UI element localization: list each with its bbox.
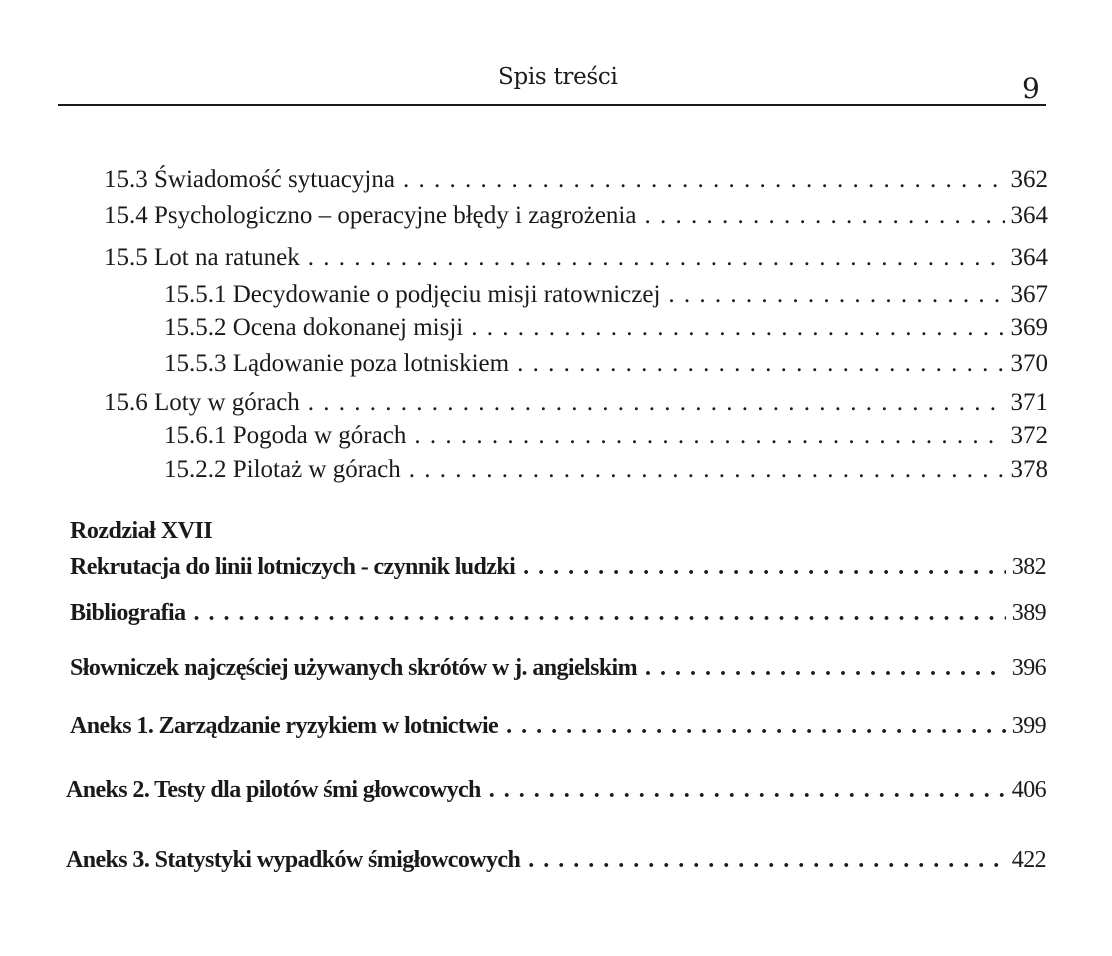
toc-entry-label: 15.5.2 Ocena dokonanej misji <box>164 314 464 341</box>
toc-entry-page: 371 <box>1010 389 1048 416</box>
toc-entry-page: 364 <box>1010 202 1048 229</box>
toc-entry-label: Aneks 3. Statystyki wypadków śmigłowcowych <box>66 847 521 873</box>
toc-entry-label: 15.5 Lot na ratunek <box>104 244 300 271</box>
toc-entry-page: 399 <box>1011 713 1046 739</box>
toc-entry-page: 389 <box>1011 600 1046 626</box>
chapter-heading: Rozdział XVII <box>70 518 213 544</box>
toc-entry-label: 15.5.3 Lądowanie poza lotniskiem <box>164 350 510 377</box>
dot-leader <box>528 847 1006 874</box>
page-number: 9 <box>1022 72 1040 105</box>
dot-leader <box>644 202 1004 230</box>
toc-entry-annex-2[interactable] <box>66 777 1046 804</box>
toc-entry-page: 364 <box>1010 244 1048 271</box>
toc-entry-label: Aneks 1. Zarządzanie ryzykiem w lotnictwie <box>70 713 499 739</box>
dot-leader <box>308 244 1005 272</box>
dot-leader <box>489 777 1006 804</box>
toc-entry-15-4[interactable] <box>104 202 1048 230</box>
dot-leader <box>471 314 1004 342</box>
toc-entry-label: Słowniczek najczęściej używanych skrótów w j. angielskim <box>70 655 638 681</box>
dot-leader <box>645 655 1006 682</box>
toc-entry-label: 15.2.2 Pilotaż w górach <box>164 456 401 483</box>
toc-entry-label: 15.3 Świadomość sytuacyjna <box>104 166 395 193</box>
toc-entry-label: Rekrutacja do linii lotniczych - czynnik ludzki <box>70 554 516 580</box>
toc-entry-label: Bibliografia <box>70 600 186 626</box>
toc-entry-label: Aneks 2. Testy dla pilotów śmi głowcowych <box>66 777 481 803</box>
toc-entry-chapter-xvii[interactable] <box>70 554 1046 581</box>
running-title: Spis treści <box>498 64 618 90</box>
dot-leader <box>308 389 1005 417</box>
toc-entry-15-5-2[interactable] <box>164 314 1048 342</box>
toc-entry-page: 362 <box>1010 166 1048 193</box>
dot-leader <box>193 600 1005 627</box>
dot-leader <box>523 554 1006 581</box>
toc-entry-15-2-2[interactable] <box>164 456 1048 484</box>
toc-entry-label: 15.4 Psychologiczno – operacyjne błędy i zagrożenia <box>104 202 637 229</box>
toc-entry-15-5[interactable] <box>104 244 1048 272</box>
dot-leader <box>517 350 1004 378</box>
toc-entry-glossary[interactable] <box>70 655 1046 682</box>
dot-leader <box>506 713 1006 740</box>
toc-entry-label: 15.6 Loty w górach <box>104 389 300 416</box>
toc-entry-label: 15.6.1 Pogoda w górach <box>164 422 407 449</box>
toc-entry-15-3[interactable] <box>104 166 1048 194</box>
toc-entry-page: 378 <box>1010 456 1048 483</box>
dot-leader <box>668 281 1004 309</box>
toc-entry-label: 15.5.1 Decydowanie o podjęciu misji ratowniczej <box>164 281 661 308</box>
toc-entry-bibliography[interactable] <box>70 600 1046 627</box>
toc-entry-15-6[interactable] <box>104 389 1048 417</box>
toc-entry-page: 396 <box>1011 655 1046 681</box>
dot-leader <box>403 166 1005 194</box>
toc-entry-page: 406 <box>1011 777 1046 803</box>
header-rule <box>58 104 1046 106</box>
toc-entry-page: 382 <box>1011 554 1046 580</box>
toc-entry-15-5-3[interactable] <box>164 350 1048 378</box>
toc-entry-15-6-1[interactable] <box>164 422 1048 450</box>
toc-entry-page: 372 <box>1010 422 1048 449</box>
dot-leader <box>409 456 1005 484</box>
toc-entry-annex-1[interactable] <box>70 713 1046 740</box>
dot-leader <box>414 422 1004 450</box>
toc-entry-15-5-1[interactable] <box>164 281 1048 309</box>
toc-entry-page: 370 <box>1010 350 1048 377</box>
toc-entry-annex-3[interactable] <box>66 847 1046 874</box>
toc-entry-page: 422 <box>1011 847 1046 873</box>
toc-entry-page: 367 <box>1010 281 1048 308</box>
toc-entry-page: 369 <box>1010 314 1048 341</box>
